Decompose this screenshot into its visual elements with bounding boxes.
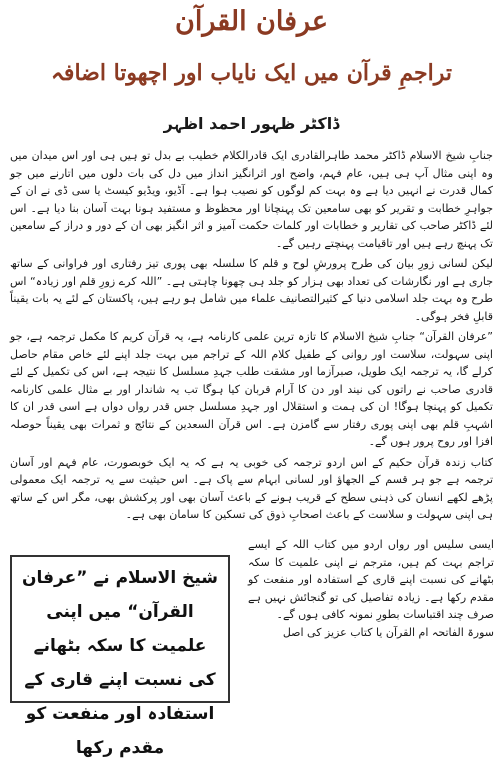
paragraph: ایسی سلیس اور رواں اردو میں کتاب اللہ کے ایسے تراجم بہت کم ہیں، مترجم نے اپنی علمیت کا سکہ بٹھانے کی نسبت اپنے قاری کے استفادہ اور منفعت کو مقدم رکھا ہے۔ زیادہ تفاصیل کی تو گنجائش نہیں ہے صرف چند اقتباسات بطورِ نمونہ کافی ہوں گے۔ — [248, 538, 494, 621]
paragraph: لیکن لسانی زورِ بیان کی طرح پرورشِ لوح و قلم کا سلسلہ بھی پوری تیز رفتاری اور فراوانی کے ساتھ جاری ہے اور نگارشات کی تعداد بھی ہزار کو جلد ہی چھونا چاہتی ہے۔ ”اللہ کرے زورِ قلم اور زیادہ“ اس طرح وہ بہت جلد اسلامی دنیا کے کثیرالتصانیف علماء میں شامل ہو رہے ہیں، پاکستان کے لئے یہ بات یقیناً قابلِ فخر ہوگی۔ — [10, 257, 493, 323]
page-subtitle: تراجمِ قرآن میں ایک نایاب اور اچھوتا اضافہ — [51, 60, 452, 86]
author-byline: ڈاکٹر ظہور احمد اظہر — [163, 114, 340, 133]
page-title: عرفان القرآن — [175, 6, 328, 37]
paragraph: جنابِ شیخ الاسلام ڈاکٹر محمد طاہرالقادری ایک قادرالکلام خطیب بے بدل تو ہیں ہی اور اس میدان میں وہ اپنی مثال آپ ہی ہیں، عام فہم، واضح اور اثرانگیز انداز میں دل کی بات دلوں میں اتارنے میں جو کمال قدرت نے انہیں دیا ہے وہ بہت کم لوگوں کو نصیب ہوا ہے۔ آڈیو، ویڈیو کیسٹ یا سی ڈی نے ان کے جواہرِ خطابت و تقریر کو بھی سامعین تک پہنچانا اور محظوظ و مستفید ہونا بہت آسان بنا دیا ہے۔ اس لئے ڈاکٹر صاحب کی تقاریر و خطابات اور کلمات حکمت آمیز و اثر انگیز بھی ان کے دور و دراز کے سامعین تک پہنچ رہے ہیں اور تاقیامت پہنچتے رہیں گے۔ — [10, 149, 493, 250]
paragraph: ”عرفان القرآن“ جنابِ شیخ الاسلام کا تازہ ترین علمی کارنامہ ہے، یہ قرآن کریم کا مکمل ترجمہ ہے، جو اپنی سہولت، سلاست اور روانی کے طفیل کلام اللہ کے تراجم میں بہت جلد اپنے لئے خاص مقام حاصل کرلے گا، یہ ترجمہ ایک طویل، صبرآزما اور مشقت طلب جہدِ مسلسل کا نتیجہ ہے، اس کی تکمیل کے لئے قادری صاحب نے راتوں کی نیند اور دن کا آرام قربان کیا ہوگا تب یہ شاندار اور بے مثال علمی کارنامہ تکمیل کو پہنچا ہوگا! ان کی ہمت و استقلال اور جہدِ مسلسل جس قدر رواں دواں ہے اسی قدر ان کا اشہبِ قلم بھی اپنی پوری رفتار سے گامزن ہے۔ اس قرآن السعدین کے نتائج و ثمرات بھی یقیناً حوصلہ افزا اور روح پرور ہوں گے۔ — [10, 330, 493, 448]
paragraph: کتاب زندہ قرآن حکیم کے اس اردو ترجمہ کی خوبی یہ ہے کہ یہ ایک خوبصورت، عام فہم اور آسان ترجمہ ہے جو ہر قسم کے الجھاؤ اور لسانی ابہام سے پاک ہے۔ اس حیثیت سے یہ ترجمہ ایک معمولی پڑھے لکھے انسان کی ذہنی سطح کے قریب ہونے کے باعث آسان بھی اور پرکشش بھی، مگر اس کے ساتھ ہی اپنی سہولت و سلاست کے باعث اصحابِ ذوق کی تسکین کا سامان بھی ہے۔ — [10, 455, 493, 521]
pull-quote-box — [10, 555, 230, 758]
pull-quote-text: شیخ الاسلام نے ”عرفان القرآن“ میں اپنی علمیت کا سکہ بٹھانے کی نسبت اپنے قاری کے استفادہ اور منفعت کو مقدم رکھا — [22, 568, 218, 758]
paragraph: سورۃ الفاتحہ ام القرآن یا کتاب عزیز کی اصل — [282, 625, 494, 639]
article-body-column — [248, 536, 494, 641]
article-body — [10, 147, 493, 527]
